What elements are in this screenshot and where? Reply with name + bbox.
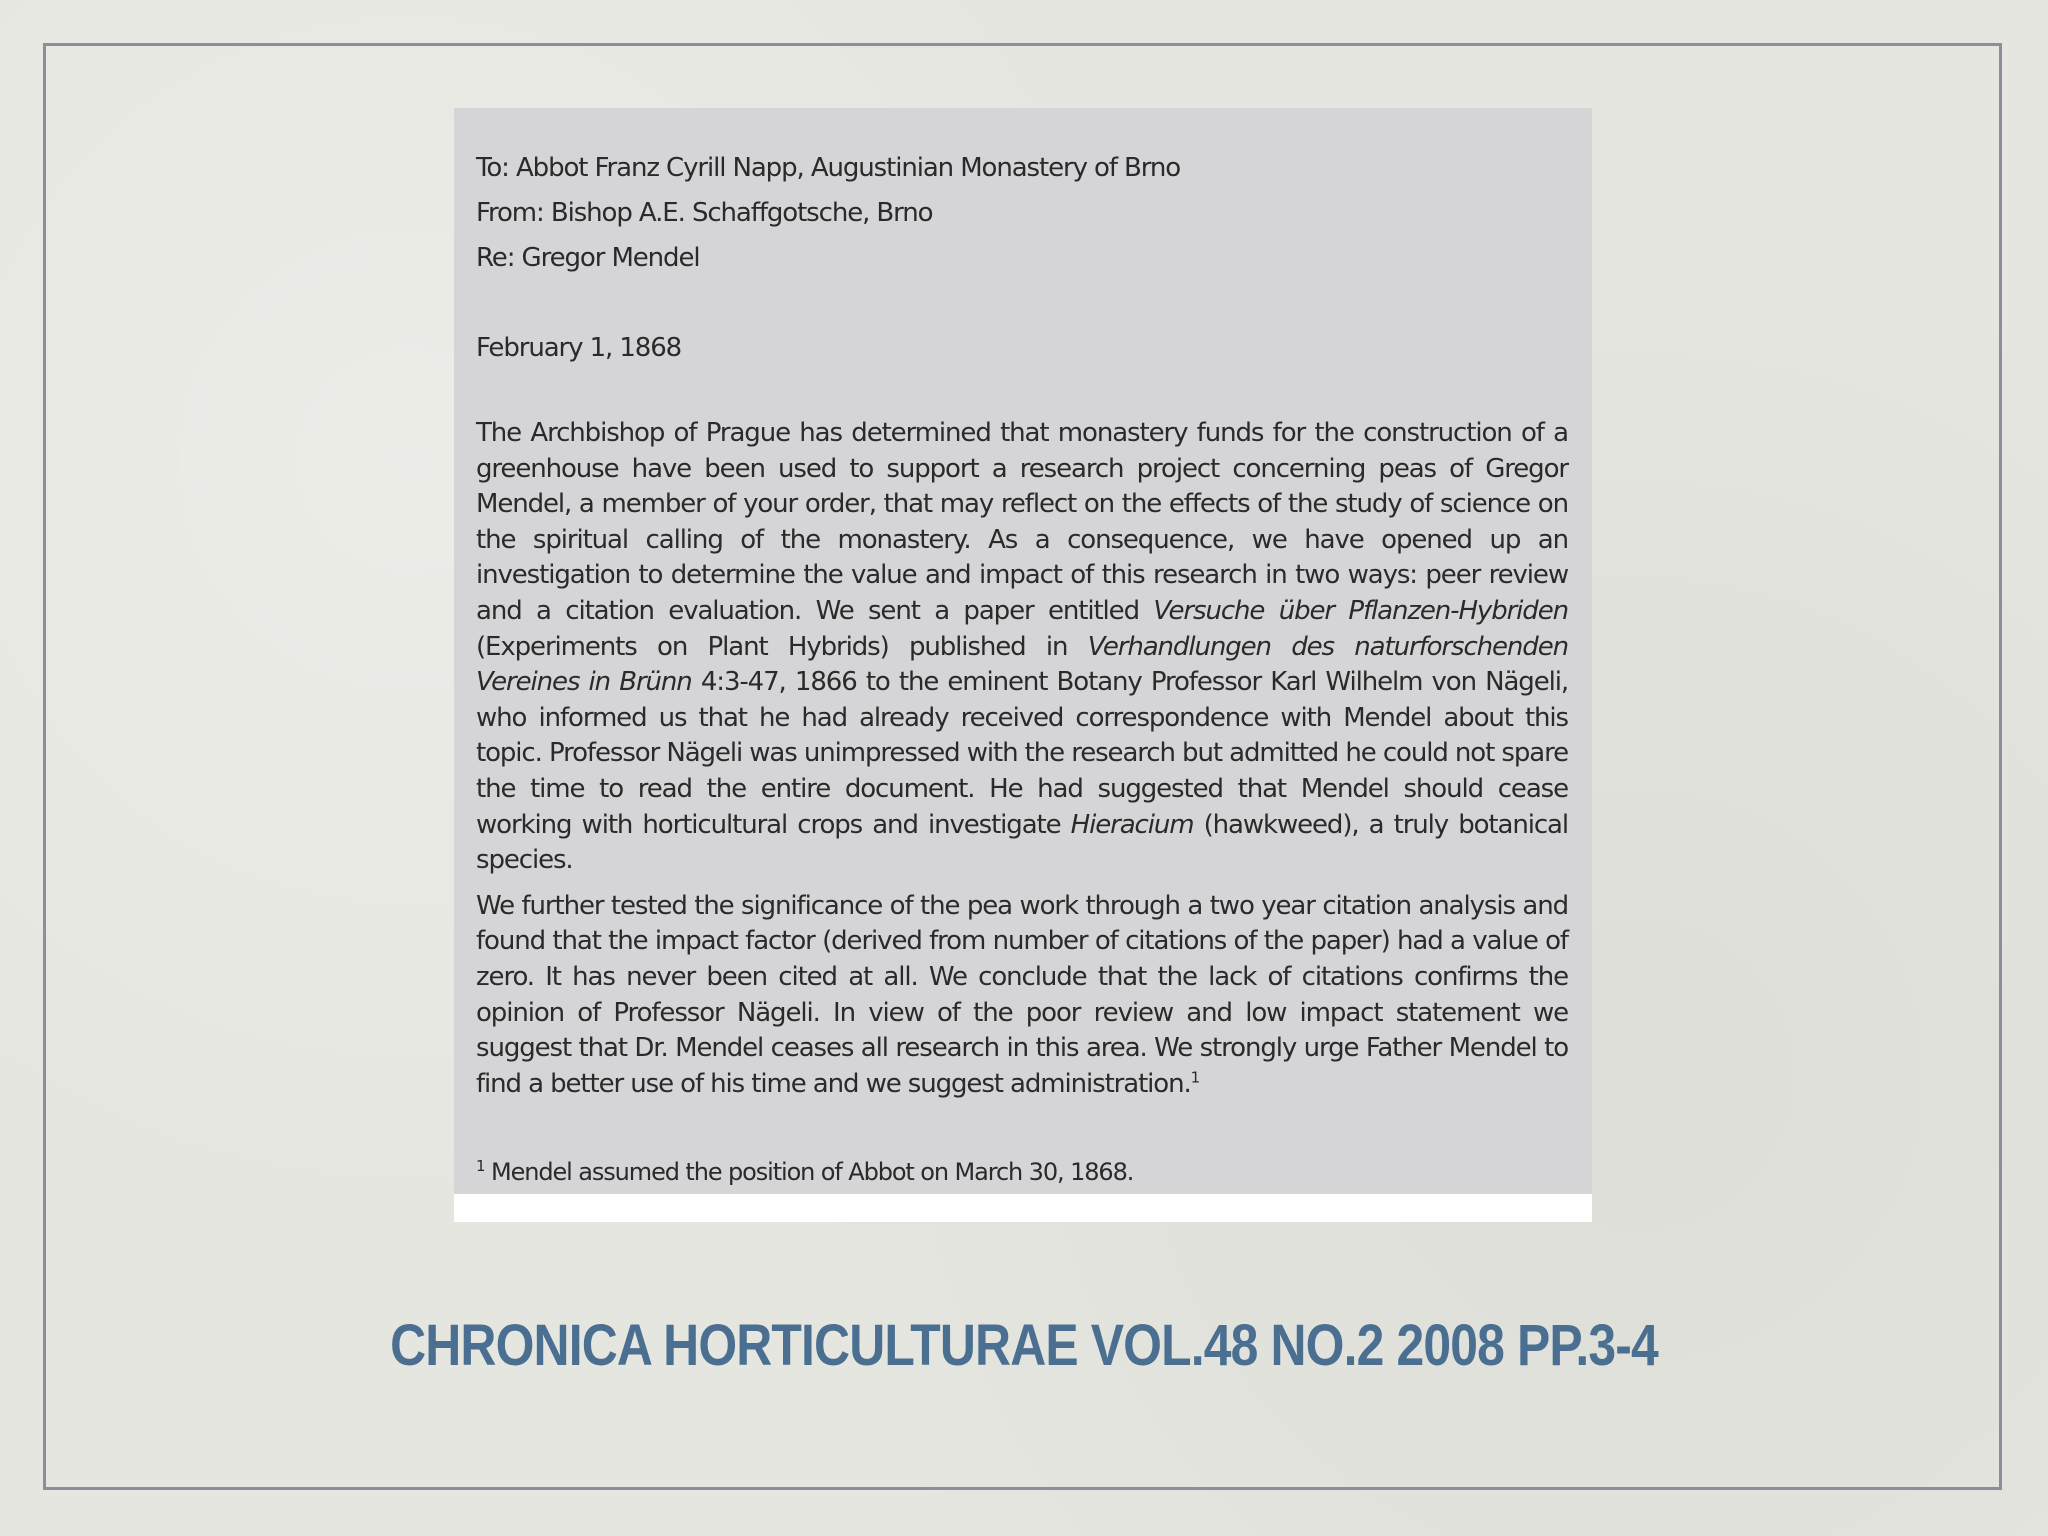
letter-paragraph-2 <box>476 889 1568 1103</box>
journal-title: Verhandlungen des naturforschenden Vereines in Brünn <box>476 631 1568 698</box>
footnote <box>476 1158 1568 1186</box>
letter-image <box>454 108 1592 1222</box>
footnote-reference: 1 <box>1190 1068 1200 1087</box>
paragraph-1-text-b: (Experiments on Plant Hybrids) published in <box>476 631 1088 662</box>
paragraph-1-text-a: The Archbishop of Prague has determined that monastery funds for the construction of a greenhouse have been used to support a research project concerning peas of Gregor Mendel, a member of your order, that may reflect on the effects of the study of science on the spiritual calling of the monastery. As a consequence, we have opened up an investigation to determine the value and impact of this research in two ways: peer review and a citation evaluation. We sent a paper entitled <box>476 418 1568 626</box>
letter-body <box>476 146 1568 1186</box>
letter-date: February 1, 1868 <box>476 333 682 363</box>
letter-to-line: To: Abbot Franz Cyrill Napp, Augustinian Monastery of Brno <box>476 153 1181 183</box>
letter-paragraph-1 <box>476 416 1568 879</box>
footnote-text: Mendel assumed the position of Abbot on March 30, 1868. <box>484 1158 1134 1187</box>
letter-subject-line: Re: Gregor Mendel <box>476 243 700 273</box>
paragraph-2-text: We further tested the significance of the pea work through a two year citation analysis and found that the impact factor (derived from number of citations of the paper) had a value of zero. It has never been cited at all. We conclude that the lack of citations confirms the opinion of Professor Nägeli. In view of the poor review and low impact statement we suggest that Dr. Mendel ceases all research in this area. We strongly urge Father Mendel to find a better use of his time and we suggest administration. <box>476 890 1568 1099</box>
paragraph-1-text-c: 4:3-47, 1866 to the eminent Botany Professor Karl Wilhelm von Nägeli, who informed us that he had already received correspondence with Mendel about this topic. Professor Nägeli was unimpressed with the research but admitted he could not spare the time to read the entire document. He had suggested that Mendel should cease working with horticultural crops and investigate <box>476 667 1569 840</box>
paper-title: Versuche über Pflanzen-Hybriden <box>1153 595 1568 626</box>
paragraph-1-text-d: (hawkweed), a truly botanical species. <box>476 809 1568 876</box>
footnote-marker: 1 <box>476 1157 485 1176</box>
genus-name: Hieracium <box>1070 809 1194 840</box>
letter-from-line: From: Bishop A.E. Schaffgotsche, Brno <box>476 198 933 228</box>
source-caption: CHRONICA HORTICULTURAE VOL.48 NO.2 2008 PP.3-4 <box>390 1313 1658 1378</box>
